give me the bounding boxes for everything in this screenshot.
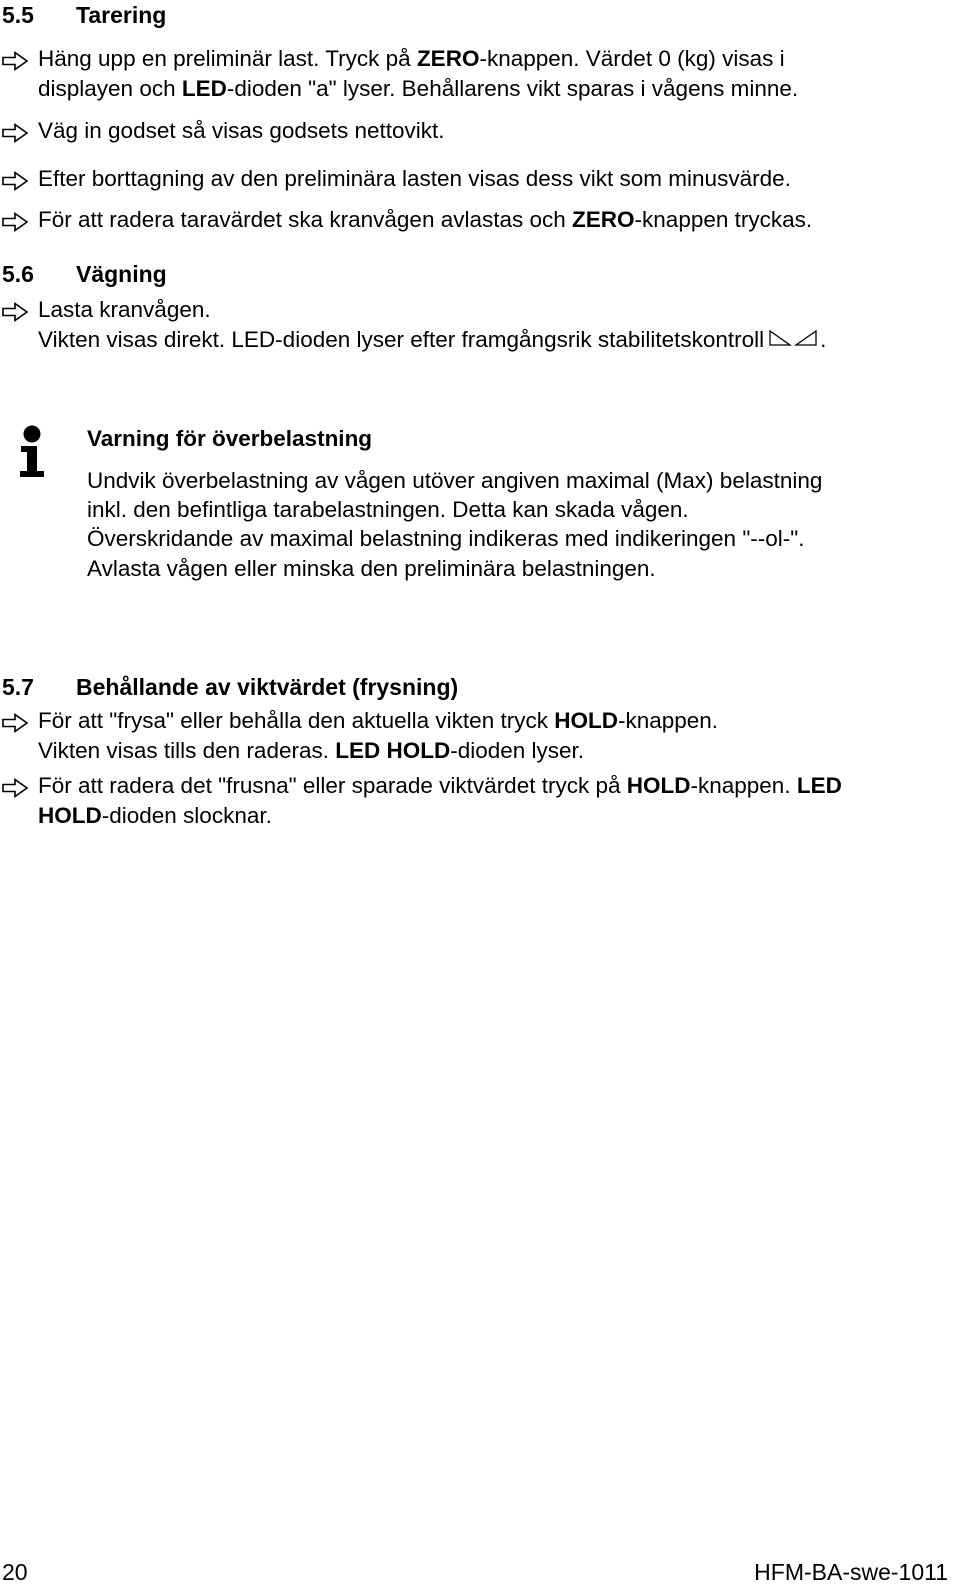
section-number-5-6: 5.6: [2, 261, 34, 287]
note-text: Överskridande av maximal belastning indikeras med indikeringen "--ol-".: [87, 526, 805, 551]
stability-icon: [768, 326, 820, 356]
bullet-text: Efter borttagning av den preliminära lasten visas dess vikt som minusvärde.: [38, 166, 791, 191]
section-title-vagning: Vägning: [76, 261, 167, 287]
arrow-right-icon: [0, 46, 30, 76]
info-icon: [14, 424, 50, 480]
bullet-text-continuation: HOLD-dioden slocknar.: [38, 803, 272, 828]
bullet-text-continuation: Vikten visas tills den raderas. LED HOLD-dioden lyser.: [38, 738, 585, 763]
section-number-5-7: 5.7: [2, 674, 34, 700]
arrow-right-icon: [0, 207, 30, 237]
section-title-tarering: Tarering: [76, 2, 167, 28]
arrow-right-icon: [0, 166, 30, 196]
arrow-right-icon: [0, 297, 30, 327]
bullet-text: Häng upp en preliminär last. Tryck på ZERO-knappen. Värdet 0 (kg) visas i: [38, 46, 785, 71]
arrow-right-icon: [0, 118, 30, 148]
note-text: inkl. den befintliga tarabelastningen. Detta kan skada vågen.: [87, 497, 689, 522]
arrow-right-icon: [0, 773, 30, 803]
bullet-text: För att radera taravärdet ska kranvågen avlastas och ZERO-knappen tryckas.: [38, 207, 813, 232]
bullet-text: Lasta kranvågen.: [38, 297, 211, 322]
arrow-right-icon: [0, 708, 30, 738]
note-text: Avlasta vågen eller minska den preliminära belastningen.: [87, 556, 656, 581]
section-title-frysning: Behållande av viktvärdet (frysning): [76, 674, 459, 700]
bullet-text-continuation: displayen och LED-dioden "a" lyser. Behållarens vikt sparas i vågens minne.: [38, 76, 799, 101]
note-title: Varning för överbelastning: [87, 426, 373, 451]
note-text: Undvik överbelastning av vågen utöver angiven maximal (Max) belastning: [87, 468, 823, 493]
section-number-5-5: 5.5: [2, 2, 34, 28]
bullet-text: Väg in godset så visas godsets nettovikt.: [38, 118, 445, 143]
bullet-text-continuation: Vikten visas direkt. LED-dioden lyser efter framgångsrik stabilitetskontroll .: [38, 325, 826, 356]
bullet-text: För att "frysa" eller behålla den aktuella vikten tryck HOLD-knappen.: [38, 708, 719, 733]
document-code: HFM-BA-swe-1011: [754, 1559, 948, 1585]
bullet-text: För att radera det "frusna" eller sparade viktvärdet tryck på HOLD-knappen. LED: [38, 773, 842, 798]
page-number: 20: [2, 1559, 28, 1585]
